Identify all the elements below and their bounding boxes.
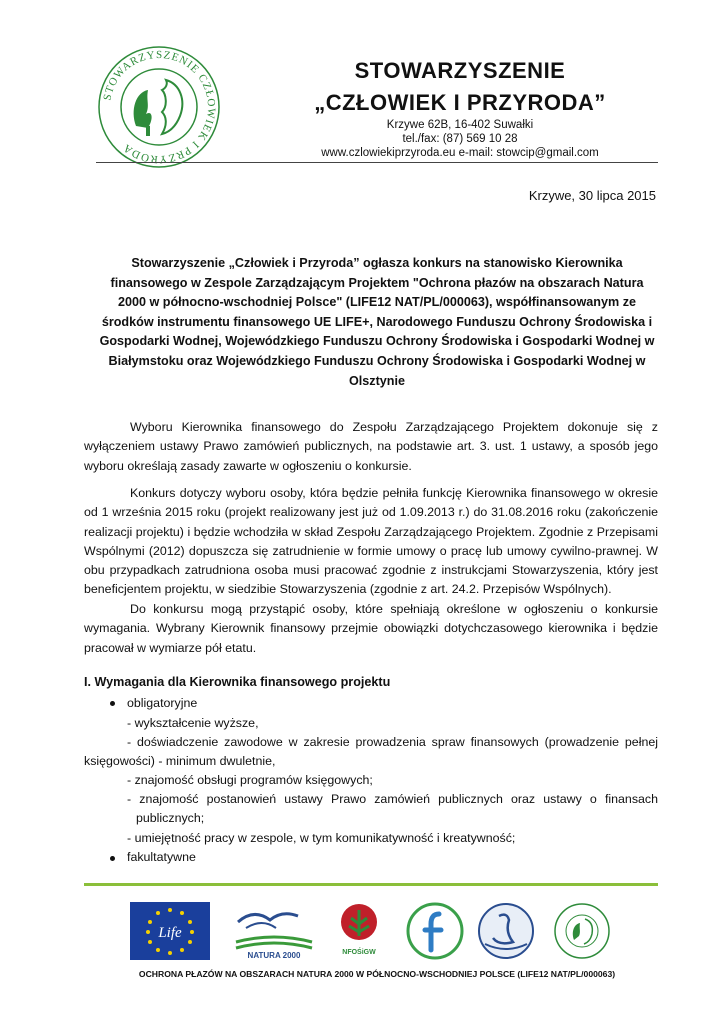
section-title: I. Wymagania dla Kierownika finansowego projektu — [84, 675, 391, 689]
address: Krzywe 62B, 16-402 Suwałki — [386, 119, 534, 131]
header-divider — [96, 162, 658, 163]
natura-2000-logo — [232, 902, 316, 960]
requirement-item: - umiejętność pracy w zespole, w tym komunikatywność i kreatywność; — [127, 831, 516, 845]
nfosigw-logo — [338, 902, 380, 960]
svg-text:NATURA 2000: NATURA 2000 — [247, 951, 301, 960]
org-name-line1: STOWARZYSZENIE — [354, 58, 566, 83]
eu-life-logo — [130, 902, 210, 960]
bullet-optional: fakultatywne — [127, 850, 196, 864]
web-email: www.czlowiekiprzyroda.eu e-mail: stowcip@gmail.com — [321, 147, 599, 159]
footer-divider — [84, 883, 658, 886]
body-paragraph-3: Do konkursu mogą przystąpić osoby, które spełniają określone w ogłoszeniu o konkursie wymagania. Wybrany Kierownik finansowy przejmie obowiązki dotychczasowego kierownika i będzie pracował w wymiarze pół etatu. — [84, 602, 658, 655]
wfosigw-olsztyn-logo — [477, 902, 535, 960]
svg-text:Life: Life — [158, 925, 182, 941]
requirement-item: - znajomość postanowień ustawy Prawo zamówień publicznych oraz ustawy o finansach publicznych; — [127, 792, 658, 826]
bullet-obligatory: obligatoryjne — [127, 696, 198, 710]
association-logo — [96, 44, 222, 170]
svg-text:NFOŚiGW: NFOŚiGW — [342, 949, 376, 956]
association-logo-small — [552, 902, 612, 960]
bullet-dot — [110, 856, 115, 861]
requirement-item: - doświadczenie zawodowe w zakresie prowadzenia spraw finansowych (prowadzenie pełnej księgowości) - minimum dwuletnie, — [84, 735, 658, 769]
requirement-item: - wykształcenie wyższe, — [127, 716, 259, 730]
svg-text:STOWARZYSZENIE CZŁOWIEK I PRZY: STOWARZYSZENIE CZŁOWIEK I PRZYRODA — [101, 48, 218, 166]
requirement-item: - znajomość obsługi programów księgowych; — [127, 773, 373, 787]
footer-project-title: OCHRONA PŁAZÓW NA OBSZARACH NATURA 2000 W PÓŁNOCNO-WSCHODNIEJ POLSCE (LIFE12 NAT/PL/000063) — [138, 969, 616, 979]
announcement-heading: Stowarzyszenie „Człowiek i Przyroda” ogłasza konkurs na stanowisko Kierownika finansowego w Zespole Zarządzającym Projektem "Ochrona płazów na obszarach Natura 2000 w północno-wschodniej Polsce" (LIFE12 NAT/PL/000063), współfinansowanym ze środków instrumentu finansowego UE LIFE+, Narodowego Funduszu Ochrony Środowiska i Gospodarki Wodnej, Wojewódzkiego Funduszu Ochrony Środowiska i Gospodarki Wodnej w Białymstoku oraz Wojewódzkiego Funduszu Ochrony Środowiska i Gospodarki Wodnej w Olsztynie — [99, 256, 655, 388]
body-paragraph-2: Konkurs dotyczy wyboru osoby, która będzie pełniła funkcję Kierownika finansowego w okresie od 1 września 2015 roku (projekt realizowany jest już od 1.09.2013 r.) do 31.08.2016 roku (zakończenie realizacji projektu) i będzie wchodziła w skład Zespołu Zarządzającego Projektem. Zgodnie z Przepisami Wspólnymi (2012) dopuszcza się zatrudnienie w formie umowy o pracę lub umowy cywilno-prawnej. W obu przypadkach zatrudniona osoba musi pracować zgodnie z instrukcjami Stowarzyszenia, który jest beneficjentem projektu, w siedzibie Stowarzyszenia (zgodnie z art. 24.2. Przepisów Wspólnych). — [84, 486, 658, 597]
body-paragraph-1: Wyboru Kierownika finansowego do Zespołu Zarządzającego Projektem dokonuje się z wyłączeniem ustawy Prawo zamówień publicznych, na podstawie art. 3. ust. 1 ustawy, a sposób jego wyboru określają zasady zawarte w ogłoszeniu o konkursie. — [84, 420, 658, 473]
bullet-dot — [110, 701, 115, 706]
phone: tel./fax: (87) 569 10 28 — [402, 133, 518, 145]
org-name-line2: „CZŁOWIEK I PRZYRODA” — [314, 90, 606, 115]
document-date: Krzywe, 30 lipca 2015 — [528, 188, 656, 203]
wfosigw-bialystok-logo — [405, 902, 465, 960]
